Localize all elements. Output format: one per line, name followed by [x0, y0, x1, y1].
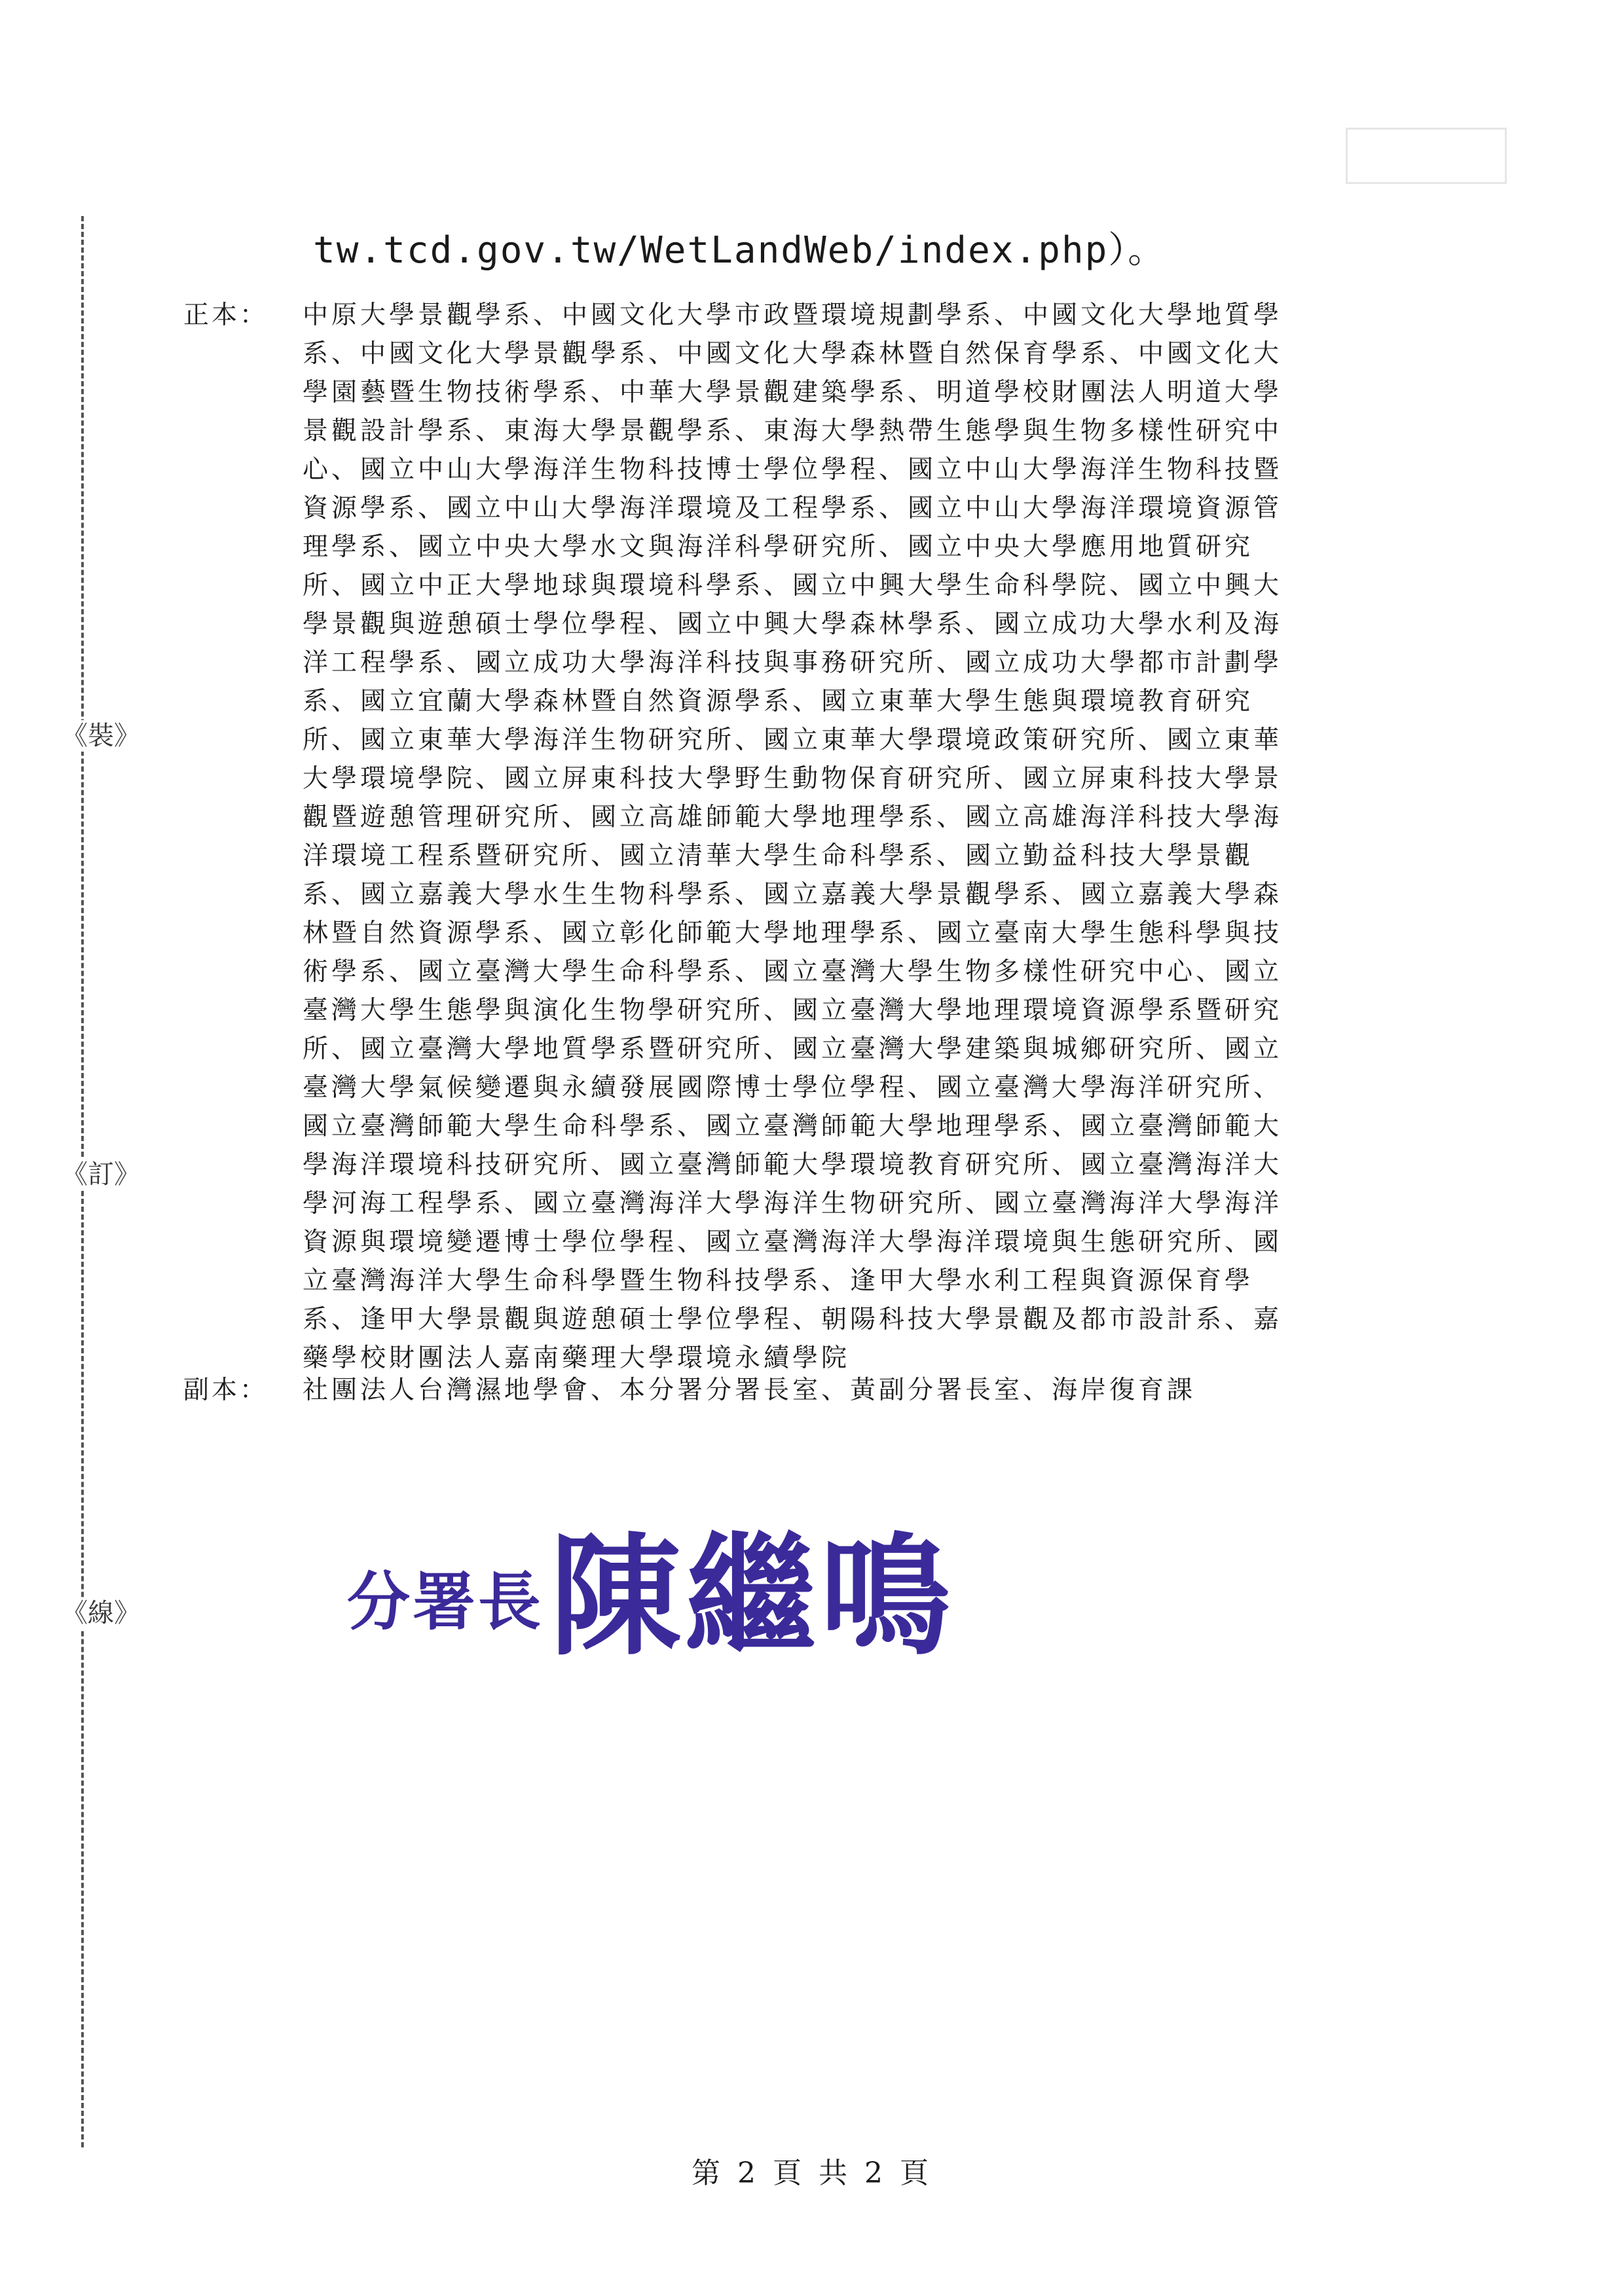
recipient-line: 藥學校財團法人嘉南藥理大學環境永續學院: [303, 1343, 851, 1373]
copy-recipients-label: 副本：: [183, 1376, 268, 1405]
recipient-line: 理學系、國立中央大學水文與海洋科學研究所、國立中央大學應用地質研究: [303, 532, 1254, 562]
binding-mark-ding: [62, 1159, 140, 1190]
signature-title: 分署長: [347, 1565, 544, 1639]
recipient-line: 資源學系、國立中山大學海洋環境及工程學系、國立中山大學海洋環境資源管: [303, 494, 1283, 523]
recipient-line: 大學環境學院、國立屏東科技大學野生動物保育研究所、國立屏東科技大學景: [303, 764, 1283, 793]
binding-mark-text: 《訂》: [62, 1159, 140, 1190]
binding-mark-xian: [62, 1597, 140, 1629]
recipient-line: 系、國立宜蘭大學森林暨自然資源學系、國立東華大學生態與環境教育研究: [303, 687, 1254, 716]
recipient-line: 社團法人台灣濕地學會、本分署分署長室、黃副分署長室、海岸復育課: [303, 1376, 1196, 1405]
signature-seal: [341, 1525, 995, 1676]
binding-mark-zhuang: [62, 720, 140, 752]
recipient-line: 洋工程學系、國立成功大學海洋科技與事務研究所、國立成功大學都市計劃學: [303, 648, 1283, 678]
recipient-line: 學景觀與遊憩碩士學位學程、國立中興大學森林學系、國立成功大學水利及海: [303, 610, 1283, 639]
recipient-line: 學河海工程學系、國立臺灣海洋大學海洋生物研究所、國立臺灣海洋大學海洋: [303, 1189, 1283, 1218]
recipient-line: 臺灣大學生態學與演化生物學研究所、國立臺灣大學地理環境資源學系暨研究: [303, 996, 1283, 1025]
recipient-line: 資源與環境變遷博士學位學程、國立臺灣海洋大學海洋環境與生態研究所、國: [303, 1228, 1283, 1257]
copy-recipients-list: [303, 1371, 1586, 1410]
recipient-line: 心、國立中山大學海洋生物科技博士學位學程、國立中山大學海洋生物科技暨: [303, 455, 1283, 484]
binding-mark-text: 《裝》: [62, 721, 140, 751]
signature-name: 陳繼鳴: [550, 1525, 955, 1673]
recipient-line: 學園藝暨生物技術學系、中華大學景觀建築學系、明道學校財團法人明道大學: [303, 378, 1283, 407]
recipient-line: 術學系、國立臺灣大學生命科學系、國立臺灣大學生物多樣性研究中心、國立: [303, 957, 1283, 987]
url-continuation: tw.tcd.gov.tw/WetLandWeb/index.php）。: [313, 229, 1166, 272]
recipient-line: 林暨自然資源學系、國立彰化師範大學地理學系、國立臺南大學生態科學與技: [303, 919, 1283, 948]
signature-seal-graphic: [341, 1525, 995, 1676]
recipient-line: 系、逢甲大學景觀與遊憩碩士學位學程、朝陽科技大學景觀及都市設計系、嘉: [303, 1305, 1283, 1334]
recipient-line: 國立臺灣師範大學生命科學系、國立臺灣師範大學地理學系、國立臺灣師範大: [303, 1112, 1283, 1141]
recipient-line: 洋環境工程系暨研究所、國立清華大學生命科學系、國立勤益科技大學景觀: [303, 841, 1254, 871]
page-number: 第 2 頁 共 2 頁: [692, 2157, 932, 2190]
recipient-line: 臺灣大學氣候變遷與永續發展國際博士學位學程、國立臺灣大學海洋研究所、: [303, 1073, 1283, 1102]
recipient-line: 所、國立臺灣大學地質學系暨研究所、國立臺灣大學建築與城鄉研究所、國立: [303, 1034, 1283, 1064]
primary-recipients-list: [303, 296, 1586, 1377]
recipient-line: 所、國立中正大學地球與環境科學系、國立中興大學生命科學院、國立中興大: [303, 571, 1283, 600]
show-through-box: [1346, 128, 1507, 184]
recipient-line: 觀暨遊憩管理研究所、國立高雄師範大學地理學系、國立高雄海洋科技大學海: [303, 803, 1283, 832]
recipient-line: 中原大學景觀學系、中國文化大學市政暨環境規劃學系、中國文化大學地質學: [303, 301, 1283, 330]
recipient-line: 所、國立東華大學海洋生物研究所、國立東華大學環境政策研究所、國立東華: [303, 725, 1283, 755]
binding-mark-text: 《線》: [62, 1598, 140, 1628]
recipient-line: 系、中國文化大學景觀學系、中國文化大學森林暨自然保育學系、中國文化大: [303, 339, 1283, 369]
recipient-line: 系、國立嘉義大學水生生物科學系、國立嘉義大學景觀學系、國立嘉義大學森: [303, 880, 1283, 909]
recipient-line: 學海洋環境科技研究所、國立臺灣師範大學環境教育研究所、國立臺灣海洋大: [303, 1150, 1283, 1180]
primary-recipients-label: 正本：: [183, 301, 268, 330]
recipient-line: 景觀設計學系、東海大學景觀學系、東海大學熱帶生態學與生物多樣性研究中: [303, 416, 1283, 446]
recipient-line: 立臺灣海洋大學生命科學暨生物科技學系、逢甲大學水利工程與資源保育學: [303, 1266, 1254, 1296]
